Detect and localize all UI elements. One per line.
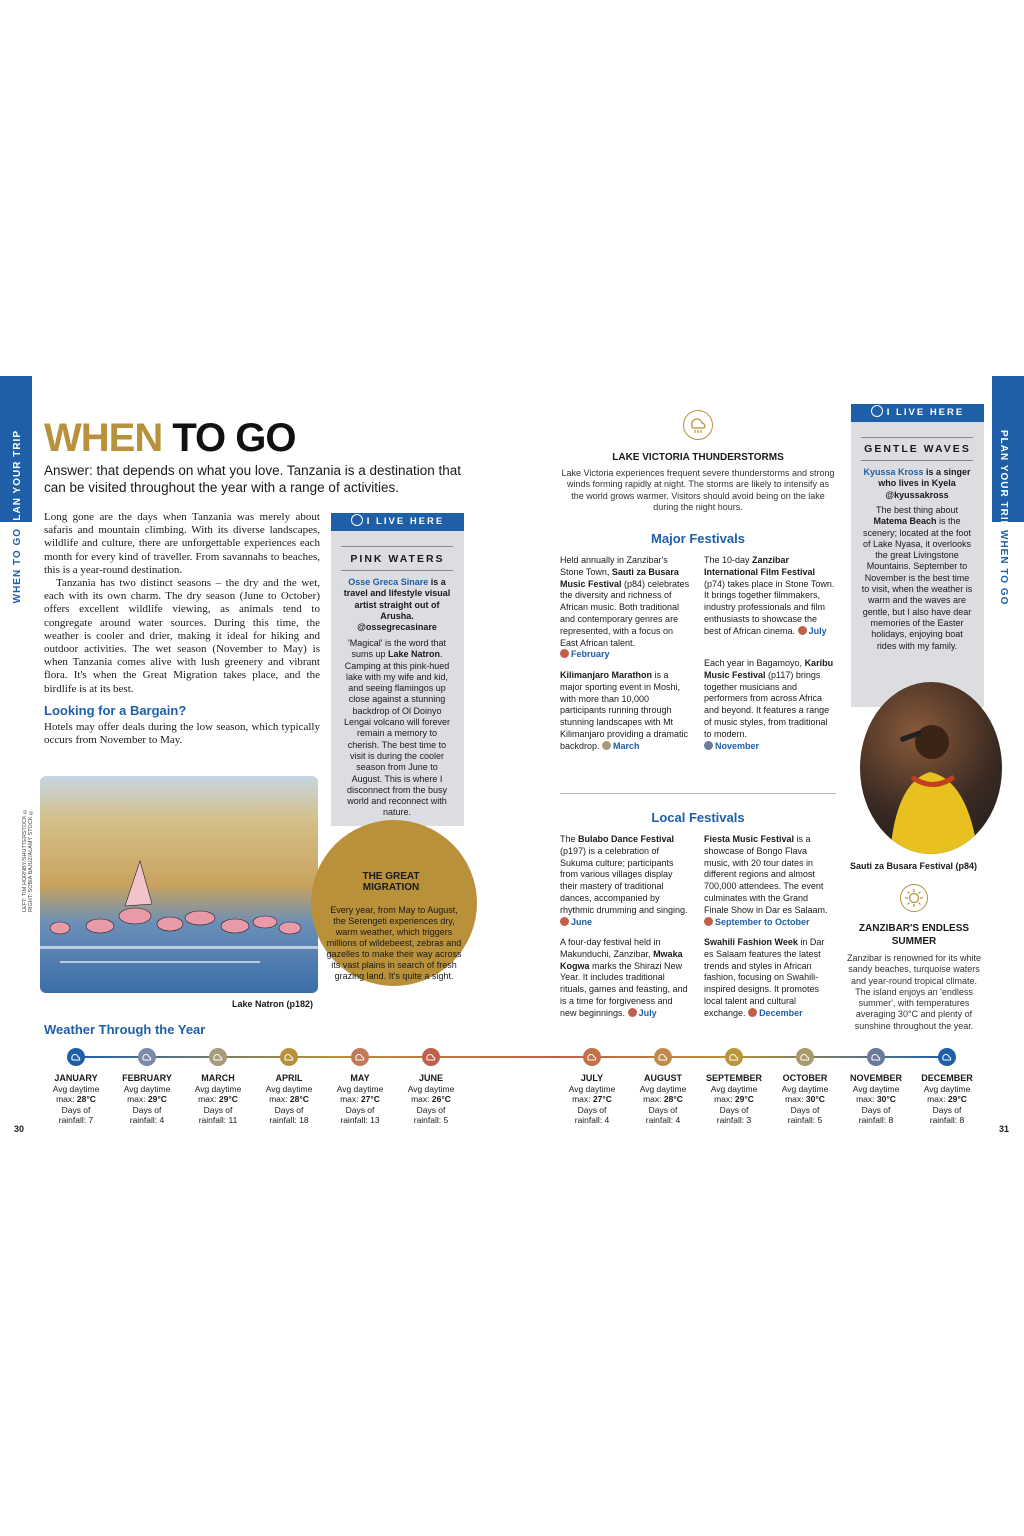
person-handle: @kyussakross — [885, 489, 949, 500]
weather-month-december: DECEMBER Avg daytime max: 29°C Days of rainfall: 8 — [921, 1073, 973, 1126]
festival-icon — [560, 649, 569, 658]
live-here-bio-2: Kyussa Kross is a singer who lives in Kyela @kyussakross — [863, 467, 971, 500]
divider — [341, 570, 453, 571]
festival-icon — [704, 917, 713, 926]
thunderstorm-icon — [683, 410, 713, 440]
weather-month-march: MARCH Avg daytime max: 29°C Days of rainfall: 11 — [194, 1073, 242, 1126]
weather-month-april: APRIL Avg daytime max: 28°C Days of rainfall: 18 — [265, 1073, 313, 1126]
weather-month-august: AUGUST Avg daytime max: 28°C Days of rainfall: 4 — [639, 1073, 687, 1126]
body-paragraph-2: Tanzania has two distinct seasons – the dry and the wet, each with its own charm. The dry season (June to October) offers excellent wildlife viewing, as animals tend to congregate around water sources. During this time, the weather is cooler and drier, making it ideal for hiking and outdoor activities. The wet season (November to May) is when Tanzania comes alive with lush greenery and vibrant flora. It's when the Great Migration takes place, and the birdlife is at its best. — [44, 577, 320, 695]
section-divider — [560, 793, 836, 794]
weather-month-july: JULY Avg daytime max: 27°C Days of rainfall: 4 — [568, 1073, 616, 1126]
weather-icon — [560, 917, 569, 926]
live-here-quote-1: 'Magical' is the word that sums up Lake Natron. Camping at this pink-hued lake with my wife and kid, and seeing flamingos up close against a stunning backdrop of Ol Doinyo Lengai volcano will forever remain a memory to cherish. The best time to visit is during the cooler season from June to August. This is where I disconnect from the busy world and reconnect with nature. — [343, 638, 451, 818]
left-tab-label: PLAN YOUR TRIP — [12, 430, 23, 529]
weather-month-icon — [138, 1048, 156, 1066]
migration-text: Every year, from May to August, the Serengeti experiences dry, warm weather, which triggers millions of wildebeest, zebras and gazelles to make their way across its vast plains in search of fresh grazing land. It's quite a sight. — [326, 905, 462, 981]
festival-ziff: The 10-day Zanzibar International Film Festival (p74) takes place in Stone Town. It brings together filmmakers, industry professionals and film enthusiasts to showcase the best of African cinema. July — [704, 555, 835, 636]
weather-month-icon — [796, 1048, 814, 1066]
body-paragraph-1: Long gone are the days when Tanzania was merely about safaris and mountain climbing. With its diverse landscapes, wildlife and culture, there are unforgettable experiences each month for every kind of traveller. From savannahs to beaches, this is a year-round destination. — [44, 511, 320, 576]
festival-bulabo: The Bulabo Dance Festival (p197) is a celebration of Sukuma culture; participants from various villages display their mastery of traditional dances, accompanied by rhythmic drumming and singing. June — [560, 834, 688, 927]
left-tab-sublabel: WHEN TO GO — [12, 528, 23, 604]
festival-icon — [748, 1008, 757, 1017]
weather-month-january: JANUARY Avg daytime max: 28°C Days of rainfall: 7 — [52, 1073, 100, 1126]
weather-icon — [704, 741, 713, 750]
weather-month-icon — [422, 1048, 440, 1066]
weather-icon — [602, 741, 611, 750]
festival-icon — [628, 1008, 637, 1017]
weather-month-icon — [867, 1048, 885, 1066]
live-here-title-2: GENTLE WAVES — [864, 443, 971, 455]
location-pin-icon — [351, 514, 363, 526]
weather-month-icon — [583, 1048, 601, 1066]
singer-photo-caption: Sauti za Busara Festival (p84) — [850, 861, 978, 871]
live-here-header-1 — [331, 513, 464, 531]
festival-mwaka-kogwa: A four-day festival held in Makunduchi, Zanzibar, Mwaka Kogwa marks the Shirazi New Year. It includes traditional rituals, games and feasting, and is a time for forgiveness and new beginnings. July — [560, 937, 688, 1018]
weather-month-icon — [209, 1048, 227, 1066]
divider — [861, 437, 973, 438]
page-number-right: 31 — [999, 1124, 1010, 1134]
title-part1: WHEN — [44, 416, 163, 460]
person-name: Osse Greca Sinare — [348, 577, 429, 587]
divider — [341, 546, 453, 547]
flamingo-photo — [40, 776, 318, 993]
live-here-quote-2: The best thing about Matema Beach is the scenery; located at the foot of Lake Nyasa, it overlooks the great Livingstone Mountains. September to November is the best time to visit, when the weather is warm and the waves are gentle, but I also have dear memories of the Easter holidays, enjoying boat rides with my family. — [861, 505, 973, 651]
bargain-text: Hotels may offer deals during the low season, which typically occurs from November to May. — [44, 721, 320, 747]
person-name: Kyussa Kross — [863, 467, 924, 477]
weather-month-june: JUNE Avg daytime max: 26°C Days of rainfall: 5 — [407, 1073, 455, 1126]
singer-photo — [860, 682, 1002, 854]
divider — [861, 460, 973, 461]
festival-swahili-fashion: Swahili Fashion Week in Dar es Salaam features the latest trends and styles in African fashion, focusing on Swahili-inspired designs. It promotes local talent and cultural exchange. December — [704, 937, 825, 1018]
festival-karibu: Each year in Bagamoyo, Karibu Music Festival (p117) brings together musicians and performers from across Africa and beyond. It features a range of music styles, from traditional to modern. November — [704, 658, 834, 751]
zanzibar-text: Zanzibar is renowned for its white sandy beaches, turquoise waters and year-round tropical climate. The island enjoys an 'endless summer', with temperatures averaging 30°C and plenty of sunshine throughout the year. — [846, 953, 982, 1031]
weather-month-icon — [654, 1048, 672, 1066]
live-here-header-2 — [851, 404, 984, 422]
timeline-line — [70, 1056, 950, 1058]
sun-icon — [900, 884, 928, 912]
weather-month-november: NOVEMBER Avg daytime max: 30°C Days of rainfall: 8 — [849, 1073, 902, 1126]
live-here-header-label: I LIVE HERE — [366, 516, 445, 527]
weather-month-icon — [351, 1048, 369, 1066]
weather-month-october: OCTOBER Avg daytime max: 30°C Days of rainfall: 5 — [781, 1073, 829, 1126]
zanzibar-title: ZANZIBAR'S ENDLESS SUMMER — [858, 923, 970, 947]
weather-heading: Weather Through the Year — [44, 1022, 206, 1037]
festival-icon — [798, 626, 807, 635]
live-here-bio-1: Osse Greca Sinare is a travel and lifestyle visual artist straight out of Arusha. @ossegrecasinare — [343, 577, 451, 633]
title-part2: TO GO — [172, 416, 296, 460]
victoria-title: LAKE VICTORIA THUNDERSTORMS — [612, 452, 784, 463]
photo-credit: LEFT: TIM HORNBY/SHUTTERSTOCK © RIGHT: SOBIA BAJUZ/ALAMY STOCK © — [22, 807, 34, 912]
intro-text: Answer: that depends on what you love. Tanzania is a destination that can be visited throughout the year with a range of activities. — [44, 463, 462, 495]
photo-caption: Lake Natron (p182) — [232, 999, 314, 1009]
festival-sauti: Held annually in Zanzibar's Stone Town, Sauti za Busara Music Festival (p84) celebrates the diversity and richness of African music. Both traditional and contemporary genres are represented, with a focus on East African talent. February — [560, 555, 690, 660]
page-number-left: 30 — [14, 1124, 25, 1134]
live-here-title-1: PINK WATERS — [350, 553, 445, 565]
person-handle: @ossegrecasinare — [357, 622, 437, 633]
migration-title: THE GREAT MIGRATION — [362, 871, 420, 893]
live-here-header-label: I LIVE HERE — [886, 407, 965, 418]
weather-month-september: SEPTEMBER Avg daytime max: 29°C Days of rainfall: 3 — [705, 1073, 762, 1126]
weather-month-february: FEBRUARY Avg daytime max: 29°C Days of rainfall: 4 — [122, 1073, 172, 1126]
right-tab-label: PLAN YOUR TRIP — [998, 430, 1009, 529]
flamingos-illustration — [40, 776, 318, 993]
page-title — [44, 418, 296, 458]
weather-month-icon — [280, 1048, 298, 1066]
major-festivals-heading: Major Festivals — [651, 531, 745, 546]
weather-month-icon — [725, 1048, 743, 1066]
festival-fiesta: Fiesta Music Festival is a showcase of Bongo Flava music, with 20 tour dates in different regions and almost 700,000 attendees. The event culminates with the Grand Finale Show in Dar es Salaam. September to October — [704, 834, 828, 927]
victoria-text: Lake Victoria experiences frequent severe thunderstorms and strong winds forming rapidly at night. The storms are likely to intensify as the world grows warmer. Visitors should avoid being on the lake during the night hours. — [561, 468, 835, 512]
local-festivals-heading: Local Festivals — [651, 810, 745, 825]
bargain-heading: Looking for a Bargain? — [44, 703, 187, 718]
location-pin-icon — [871, 405, 883, 417]
weather-month-may: MAY Avg daytime max: 27°C Days of rainfall: 13 — [336, 1073, 384, 1126]
body-text — [44, 511, 320, 696]
weather-month-icon — [67, 1048, 85, 1066]
weather-month-icon — [938, 1048, 956, 1066]
right-tab-sublabel: WHEN TO GO — [998, 530, 1009, 606]
festival-kilimanjaro: Kilimanjaro Marathon is a major sporting event in Moshi, with more than 10,000 participants running through stunning landscapes with Mt Kilimanjaro providing a dramatic backdrop. March — [560, 670, 689, 751]
